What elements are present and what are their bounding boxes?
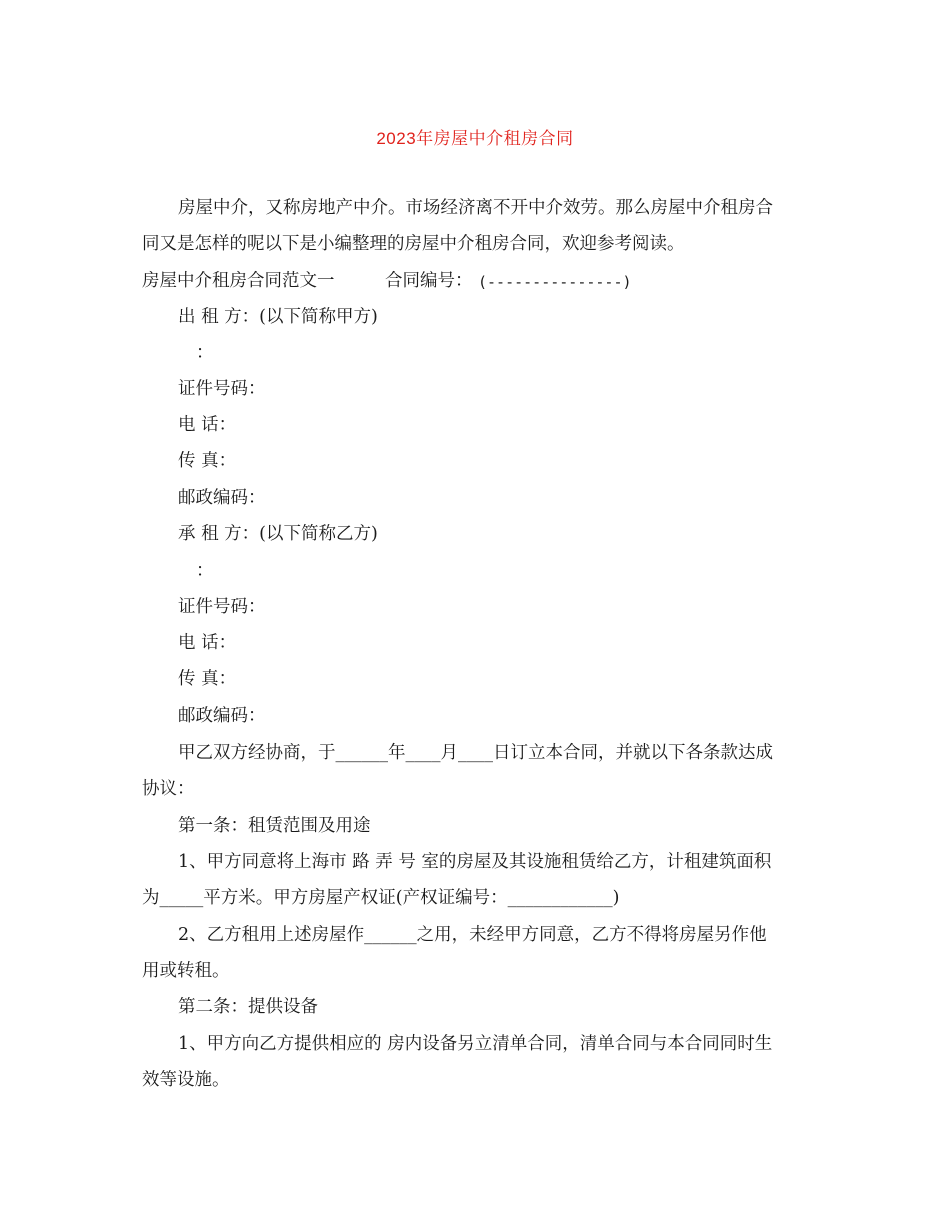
article-2-clause-1-line-2: 效等设施。 <box>142 1070 230 1090</box>
intro-line-1: 房屋中介，又称房地产中介。市场经济离不开中介效劳。那么房屋中介租房合 <box>178 198 773 218</box>
agreement-line-2: 协议： <box>142 779 195 799</box>
document-title: 2023年房屋中介租房合同 <box>376 129 574 148</box>
lessor-heading: 出 租 方：(以下简称甲方) <box>178 307 378 327</box>
lessee-name-colon: ： <box>196 561 214 581</box>
article-1-clause-2-line-2: 用或转租。 <box>142 961 230 981</box>
lessor-fax-label: 传 真： <box>178 451 237 471</box>
lessee-postcode-label: 邮政编码： <box>178 706 266 726</box>
lessor-postcode-label: 邮政编码： <box>178 488 266 508</box>
article-1-heading: 第一条：租赁范围及用途 <box>178 816 371 836</box>
sample-heading: 房屋中介租房合同范文一 <box>142 271 335 291</box>
article-1-clause-2-line-1: 2、乙方租用上述房屋作______之用，未经甲方同意，乙方不得将房屋另作他 <box>178 925 767 945</box>
lessor-id-label: 证件号码： <box>178 379 266 399</box>
contract-number-label: 合同编号： <box>385 271 473 291</box>
intro-line-2: 同又是怎样的呢以下是小编整理的房屋中介租房合同，欢迎参考阅读。 <box>142 234 685 254</box>
lessor-name-colon: ： <box>196 343 214 363</box>
article-1-clause-1-line-2: 为_____平方米。甲方房屋产权证(产权证编号：____________) <box>142 888 620 908</box>
lessee-id-label: 证件号码： <box>178 597 266 617</box>
lessee-phone-label: 电 话： <box>178 633 237 653</box>
lessee-heading: 承 租 方：(以下简称乙方) <box>178 524 378 544</box>
article-2-heading: 第二条：提供设备 <box>178 997 318 1017</box>
lessee-fax-label: 传 真： <box>178 669 237 689</box>
contract-number-value: (---------------) <box>478 273 632 291</box>
lessor-phone-label: 电 话： <box>178 415 237 435</box>
article-2-clause-1-line-1: 1、甲方向乙方提供相应的 房内设备另立清单合同，清单合同与本合同同时生 <box>178 1034 773 1054</box>
agreement-line-1: 甲乙双方经协商，于______年____月____日订立本合同，并就以下各条款达成 <box>178 743 773 763</box>
article-1-clause-1-line-1: 1、甲方同意将上海市 路 弄 号 室的房屋及其设施租赁给乙方，计租建筑面积 <box>178 852 772 872</box>
